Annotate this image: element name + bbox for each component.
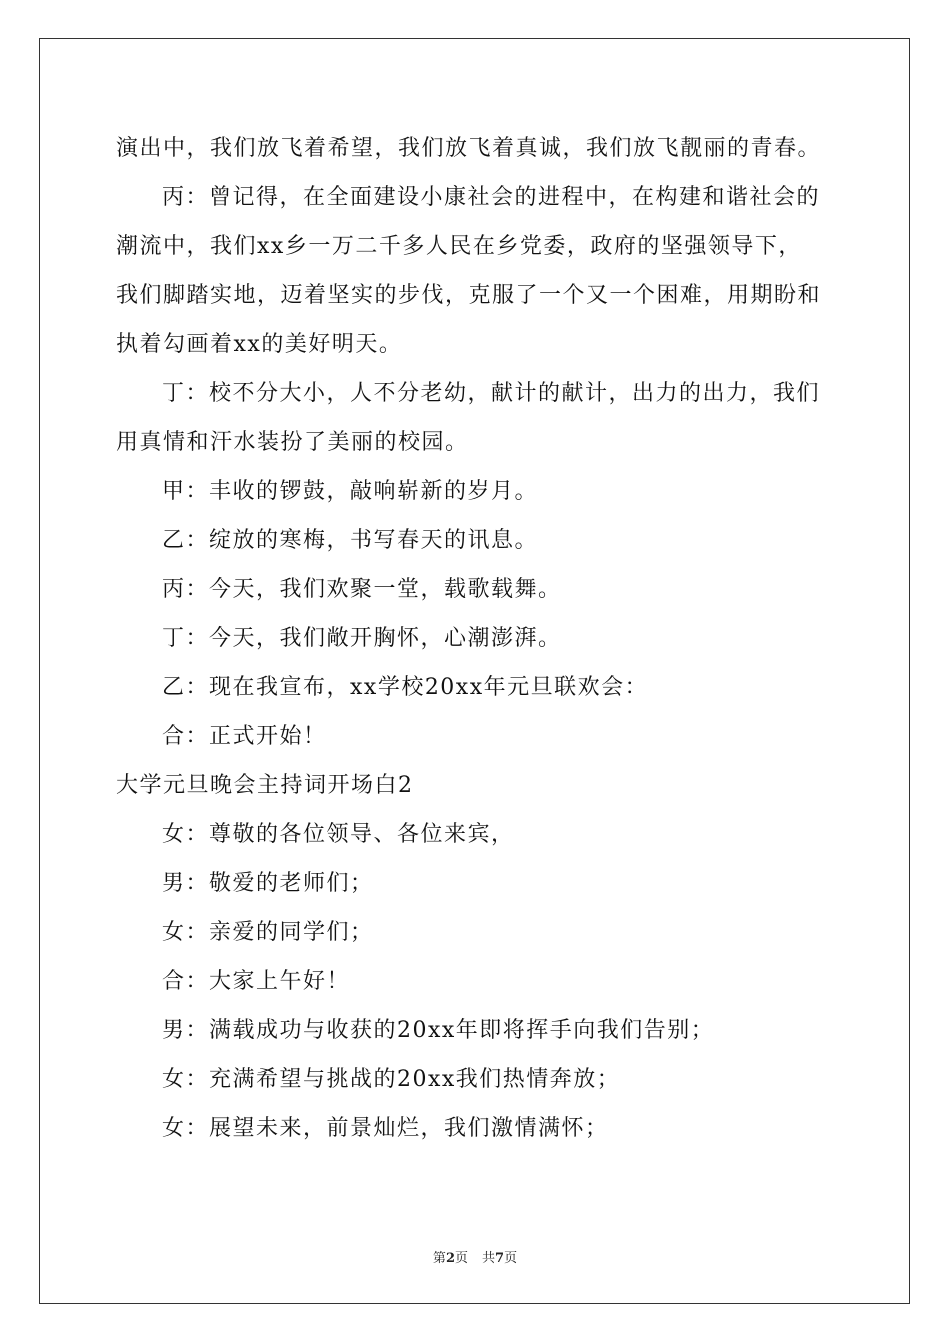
page-suffix: 页 — [454, 1251, 468, 1266]
text-line: 丙：曾记得，在全面建设小康社会的进程中，在构建和谐社会的 — [162, 185, 821, 210]
text-line: 执着勾画着xx的美好明天。 — [116, 332, 403, 357]
text-line: 合：大家上午好！ — [162, 969, 351, 994]
text-line: 潮流中，我们xx乡一万二千多人民在乡党委，政府的坚强领导下， — [116, 234, 802, 259]
text-line: 丁：校不分大小，人不分老幼，献计的献计，出力的出力，我们 — [162, 381, 821, 406]
page-footer — [0, 1247, 950, 1266]
text-line: 演出中，我们放飞着希望，我们放飞着真诚，我们放飞靓丽的青春。 — [116, 136, 822, 161]
text-line: 女：充满希望与挑战的20xx我们热情奔放； — [162, 1067, 621, 1092]
current-page-number: 2 — [445, 1251, 455, 1266]
page-prefix: 第 — [432, 1251, 446, 1266]
total-prefix: 共 — [482, 1251, 496, 1266]
text-line: 乙：现在我宣布，xx学校20xx年元旦联欢会： — [162, 675, 649, 700]
text-line: 丁：今天，我们敞开胸怀，心潮澎湃。 — [162, 626, 562, 651]
text-line: 男：敬爱的老师们； — [162, 871, 374, 896]
text-line: 我们脚踏实地，迈着坚实的步伐，克服了一个又一个困难，用期盼和 — [116, 283, 822, 308]
text-line: 甲：丰收的锣鼓，敲响崭新的岁月。 — [162, 479, 539, 504]
document-body — [116, 124, 836, 1153]
text-line: 女：展望未来，前景灿烂，我们激情满怀； — [162, 1116, 609, 1141]
text-line: 合：正式开始！ — [162, 724, 327, 749]
text-line: 用真情和汗水装扮了美丽的校园。 — [116, 430, 469, 455]
total-pages-number: 7 — [495, 1251, 505, 1266]
text-line: 丙：今天，我们欢聚一堂，载歌载舞。 — [162, 577, 562, 602]
text-line: 男：满载成功与收获的20xx年即将挥手向我们告别； — [162, 1018, 715, 1043]
text-line: 乙：绽放的寒梅，书写春天的讯息。 — [162, 528, 539, 553]
text-line: 大学元旦晚会主持词开场白2 — [116, 773, 414, 798]
text-line: 女：亲爱的同学们； — [162, 920, 374, 945]
text-line: 女：尊敬的各位领导、各位来宾， — [162, 822, 515, 847]
total-suffix: 页 — [504, 1251, 518, 1266]
